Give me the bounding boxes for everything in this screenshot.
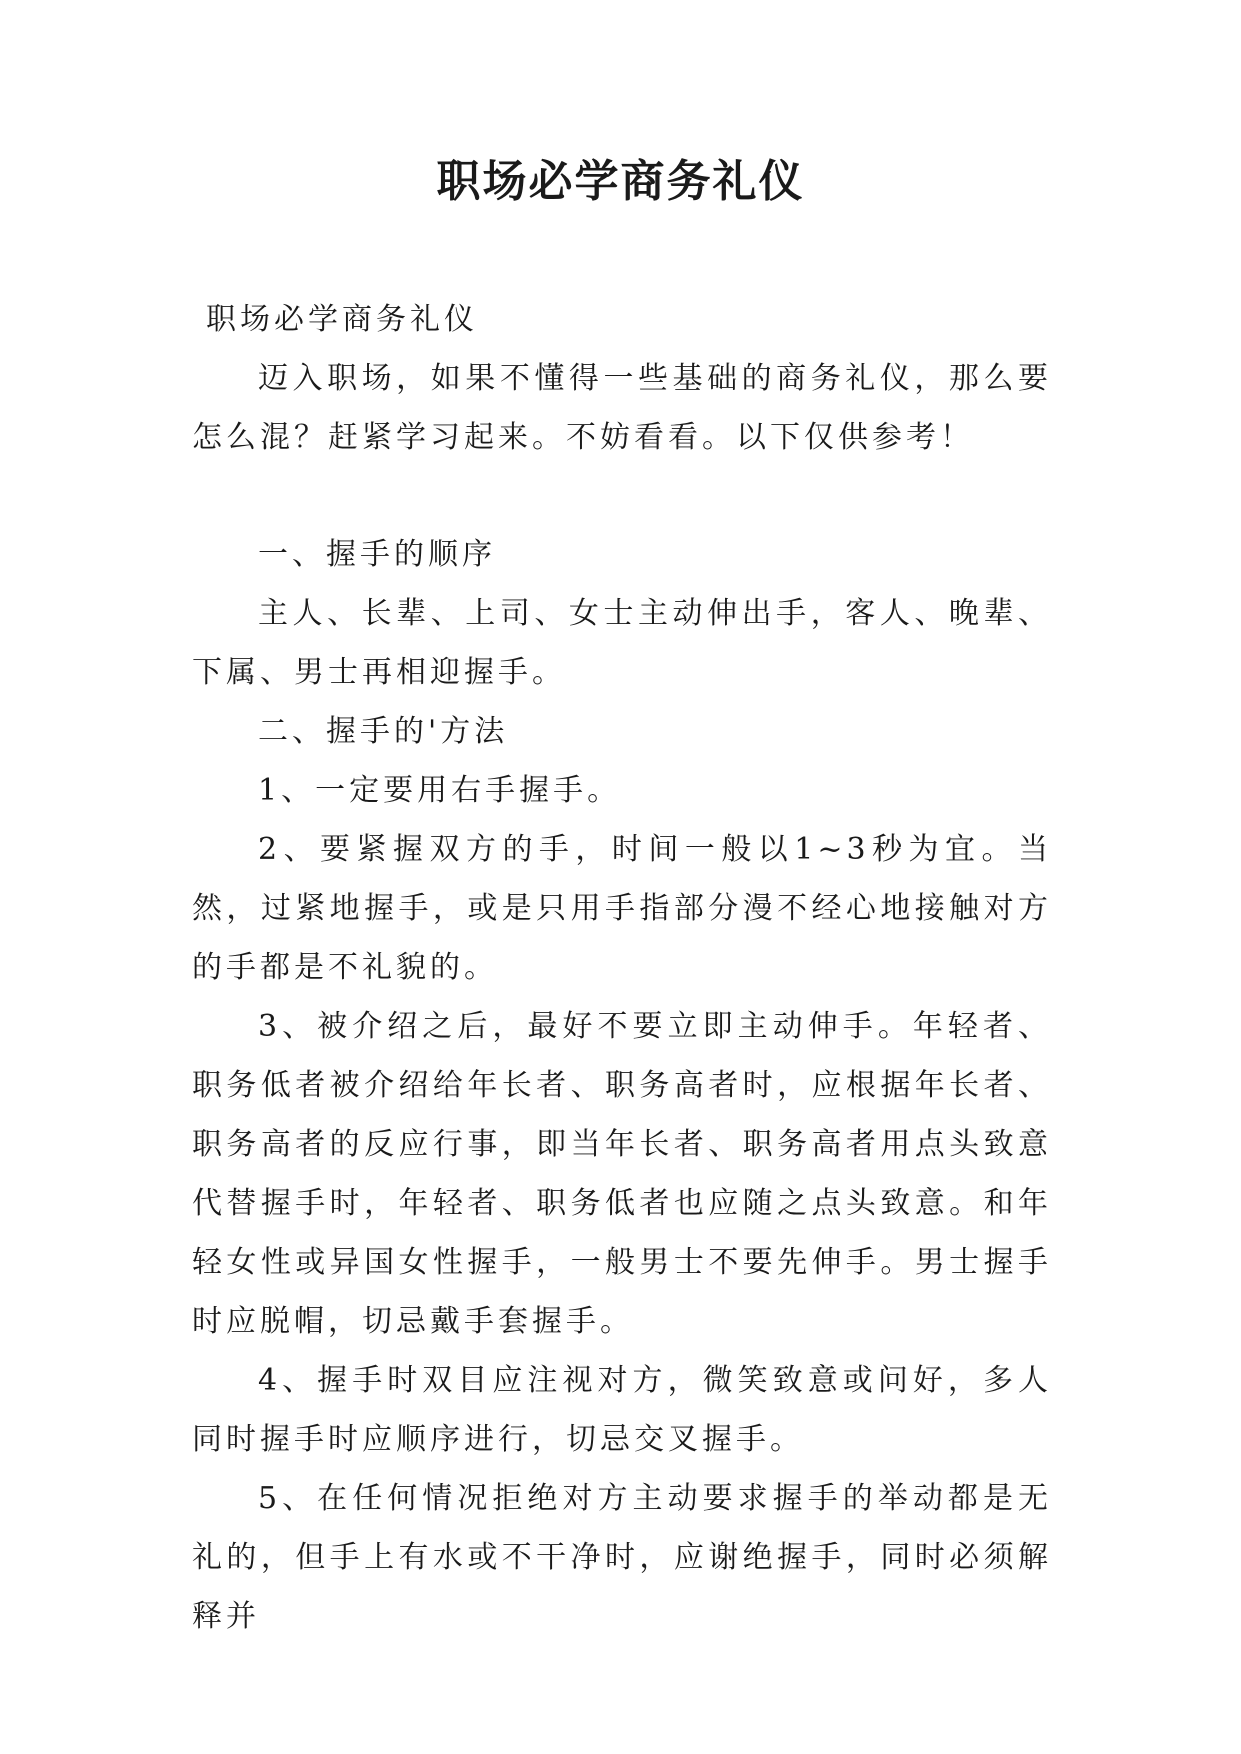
list-item-4: 4、握手时双目应注视对方，微笑致意或问好，多人同时握手时应顺序进行，切忌交叉握手。 <box>192 1363 1052 1457</box>
section-heading-method: 二、握手的'方法 <box>258 714 509 749</box>
paragraph-order-rule: 主人、长辈、上司、女士主动伸出手，客人、晚辈、下属、男士再相迎握手。 <box>192 596 1052 690</box>
intro-paragraph: 迈入职场，如果不懂得一些基础的商务礼仪，那么要怎么混？赶紧学习起来。不妨看看。以下仅供参考！ <box>192 361 1052 455</box>
document-subtitle: 职场必学商务礼仪 <box>206 302 478 337</box>
list-item-2: 2、要紧握双方的手，时间一般以1~3秒为宜。当然，过紧地握手，或是只用手指部分漫不经心地接触对方的手都是不礼貌的。 <box>192 832 1052 985</box>
document-body <box>192 290 1052 1646</box>
list-item-3: 3、被介绍之后，最好不要立即主动伸手。年轻者、职务低者被介绍给年长者、职务高者时，应根据年长者、职务高者的反应行事，即当年长者、职务高者用点头致意代替握手时，年轻者、职务低者也应随之点头致意。和年轻女性或异国女性握手，一般男士不要先伸手。男士握手时应脱帽，切忌戴手套握手。 <box>192 1009 1052 1339</box>
section-heading-order: 一、握手的顺序 <box>258 537 496 572</box>
document-title: 职场必学商务礼仪 <box>436 156 805 207</box>
list-item-1: 1、一定要用右手握手。 <box>258 773 622 808</box>
list-item-5: 5、在任何情况拒绝对方主动要求握手的举动都是无礼的，但手上有水或不干净时，应谢绝握手，同时必须解释并 <box>192 1481 1052 1634</box>
paragraph-gap <box>192 467 1052 525</box>
